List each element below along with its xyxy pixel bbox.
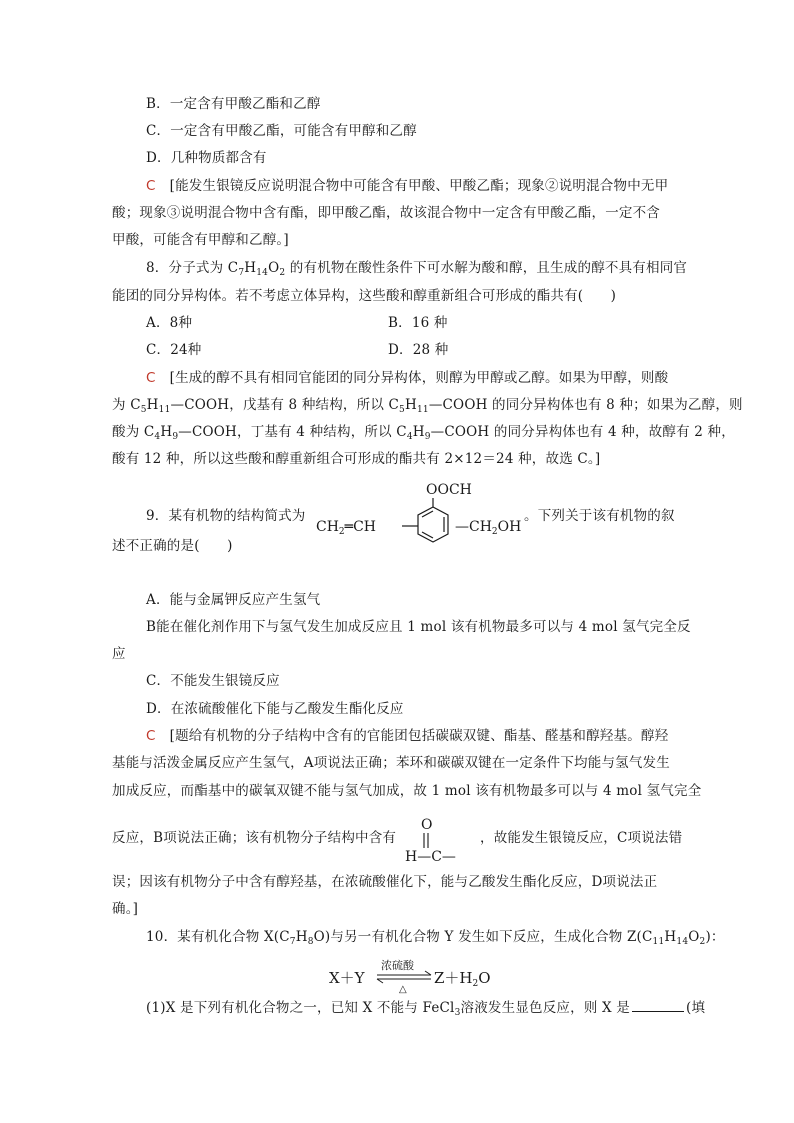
q8-answer-line-2: 为 $C_5H_{11}—COOH$，戊基有 8 种结构，所以 $C_5H_{11}—COOH$ 的同分异构体也有 8 种；如果为乙醇，则: [112, 397, 743, 415]
q9-answer-line-4b: ，故能发生银镜反应，C项说法错: [480, 830, 683, 846]
q8-option-d: D．28 种: [388, 342, 449, 358]
q9-answer-line-2: 基能与活泼金属反应产生氢气，A项说法正确；苯环和碳碳双键在一定条件下均能与氢气发生: [112, 755, 670, 771]
q8-options-cd: [146, 340, 449, 360]
q9-stem-line-2: 述不正确的是( ): [112, 538, 233, 554]
formula-ooch: OOCH: [426, 482, 472, 498]
q9-answer-line-1: C [题给有机物的分子结构中含有的官能团包括碳碳双键、酯基、醛基和醇羟基。醇羟: [146, 728, 669, 744]
q8-answer-line-4: 酸有 12 种，所以这些酸和醇重新组合可形成的酯共有 2×12＝24 种，故选 C。]: [112, 451, 601, 467]
answer-blank[interactable]: [632, 999, 684, 1012]
q9-option-d: D．在浓硫酸催化下能与乙酸发生酯化反应: [146, 701, 404, 717]
equation-condition-top: 浓硫酸: [381, 959, 414, 972]
q8-stem-line-2: 能团的同分异构体。若不考虑立体异构，这些酸和醇重新组合可形成的酯共有( ): [112, 288, 617, 304]
q9-stem-line-1b: 。下列关于该有机物的叙: [524, 508, 675, 524]
q7-answer-line-2: 酸；现象③说明混合物中含有酯，即甲酸乙酯，故该混合物中一定含有甲酸乙酯，一定不含: [112, 205, 660, 221]
q7-answer-line-1: C [能发生银镜反应说明混合物中可能含有甲酸、甲酸乙酯；现象②说明混合物中无甲: [146, 178, 669, 194]
q9-answer-line-5: 误；因该有机物分子中含有醇羟基，在浓硫酸催化下，能与乙酸发生酯化反应，D项说法正: [112, 874, 658, 890]
q7-answer-letter: C: [146, 178, 156, 194]
aldehyde-hc: H—C—: [405, 849, 456, 865]
q8-answer-line-3: 酸为 $C_4H_9—COOH$，丁基有 4 种结构，所以 $C_4H_9—COOH$ 的同分异构体也有 4 种，故醇有 2 种，: [112, 424, 735, 442]
q10-part-1: (1)X 是下列有机化合物之一，已知 X 不能与 FeCl$_3$溶液发生显色反应，则 X 是 (填: [146, 1000, 706, 1018]
benzene-ring: [402, 498, 448, 542]
q10-stem-line-1: 10．某有机化合物 $X(C_7H_8O)$与另一有机化合物 Y 发生如下反应，生成化合物 $Z(C_{11}H_{14}O_2)$：: [146, 929, 725, 947]
reaction-equation: [329, 958, 509, 994]
q9-option-b-line-2: 应: [112, 646, 126, 662]
aldehyde-o: O: [421, 817, 433, 833]
q9-answer-line-4a: 反应，B项说法正确；该有机物分子结构中含有: [112, 830, 397, 846]
equation-lhs: X＋Y: [329, 969, 365, 987]
q9-answer-letter: C: [146, 728, 156, 744]
structural-formula: [312, 478, 522, 548]
formula-ch2oh: $—CH_2OH$: [455, 519, 522, 537]
q7-option-b: B．一定含有甲酸乙酯和乙醇: [146, 96, 321, 112]
equation-condition-bottom: △: [399, 984, 407, 994]
q9-stem-line-1a: 9．某有机物的结构简式为: [146, 508, 306, 524]
q8-option-b: B．16 种: [388, 315, 448, 331]
q8-answer-line-1: C [生成的醇不具有相同官能团的同分异构体，则醇为甲醇或乙醇。如果为甲醇，则酸: [146, 370, 669, 386]
q9-answer-line-3: 加成反应，而酯基中的碳氧双键不能与氢气加成，故 1 mol 该有机物最多可以与 4 mol 氢气完全: [112, 783, 702, 799]
q9-option-a: A．能与金属钾反应产生氢气: [146, 592, 321, 608]
q9-option-b-line-1: B能在催化剂作用下与氢气发生加成反应且 1 mol 该有机物最多可以与 4 mol 氢气完全反: [146, 619, 691, 635]
equation-rhs: $Z+H_2O$: [434, 969, 491, 989]
q8-option-a: A．8种: [146, 315, 193, 331]
q9-answer-line-6: 确。]: [112, 901, 139, 917]
q8-options-ab: [146, 313, 448, 333]
reversible-arrow: [377, 971, 431, 983]
q9-option-c: C．不能发生银镜反应: [146, 673, 280, 689]
q7-option-c: C．一定含有甲酸乙酯，可能含有甲醇和乙醇: [146, 123, 417, 139]
q7-answer-line-3: 甲酸，可能含有甲醇和乙醇。]: [112, 232, 289, 248]
aldehyde-group-formula: [402, 816, 472, 866]
q7-option-d: D．几种物质都含有: [146, 150, 267, 166]
q8-stem-line-1: 8．分子式为 $C_7H_{14}O_2$ 的有机物在酸性条件下可水解为酸和醇，且生成的醇不具有相同官: [146, 260, 688, 278]
q8-option-c: C．24种: [146, 342, 202, 358]
q8-answer-letter: C: [146, 370, 156, 386]
formula-ch2: $CH_2═CH$: [316, 519, 377, 537]
